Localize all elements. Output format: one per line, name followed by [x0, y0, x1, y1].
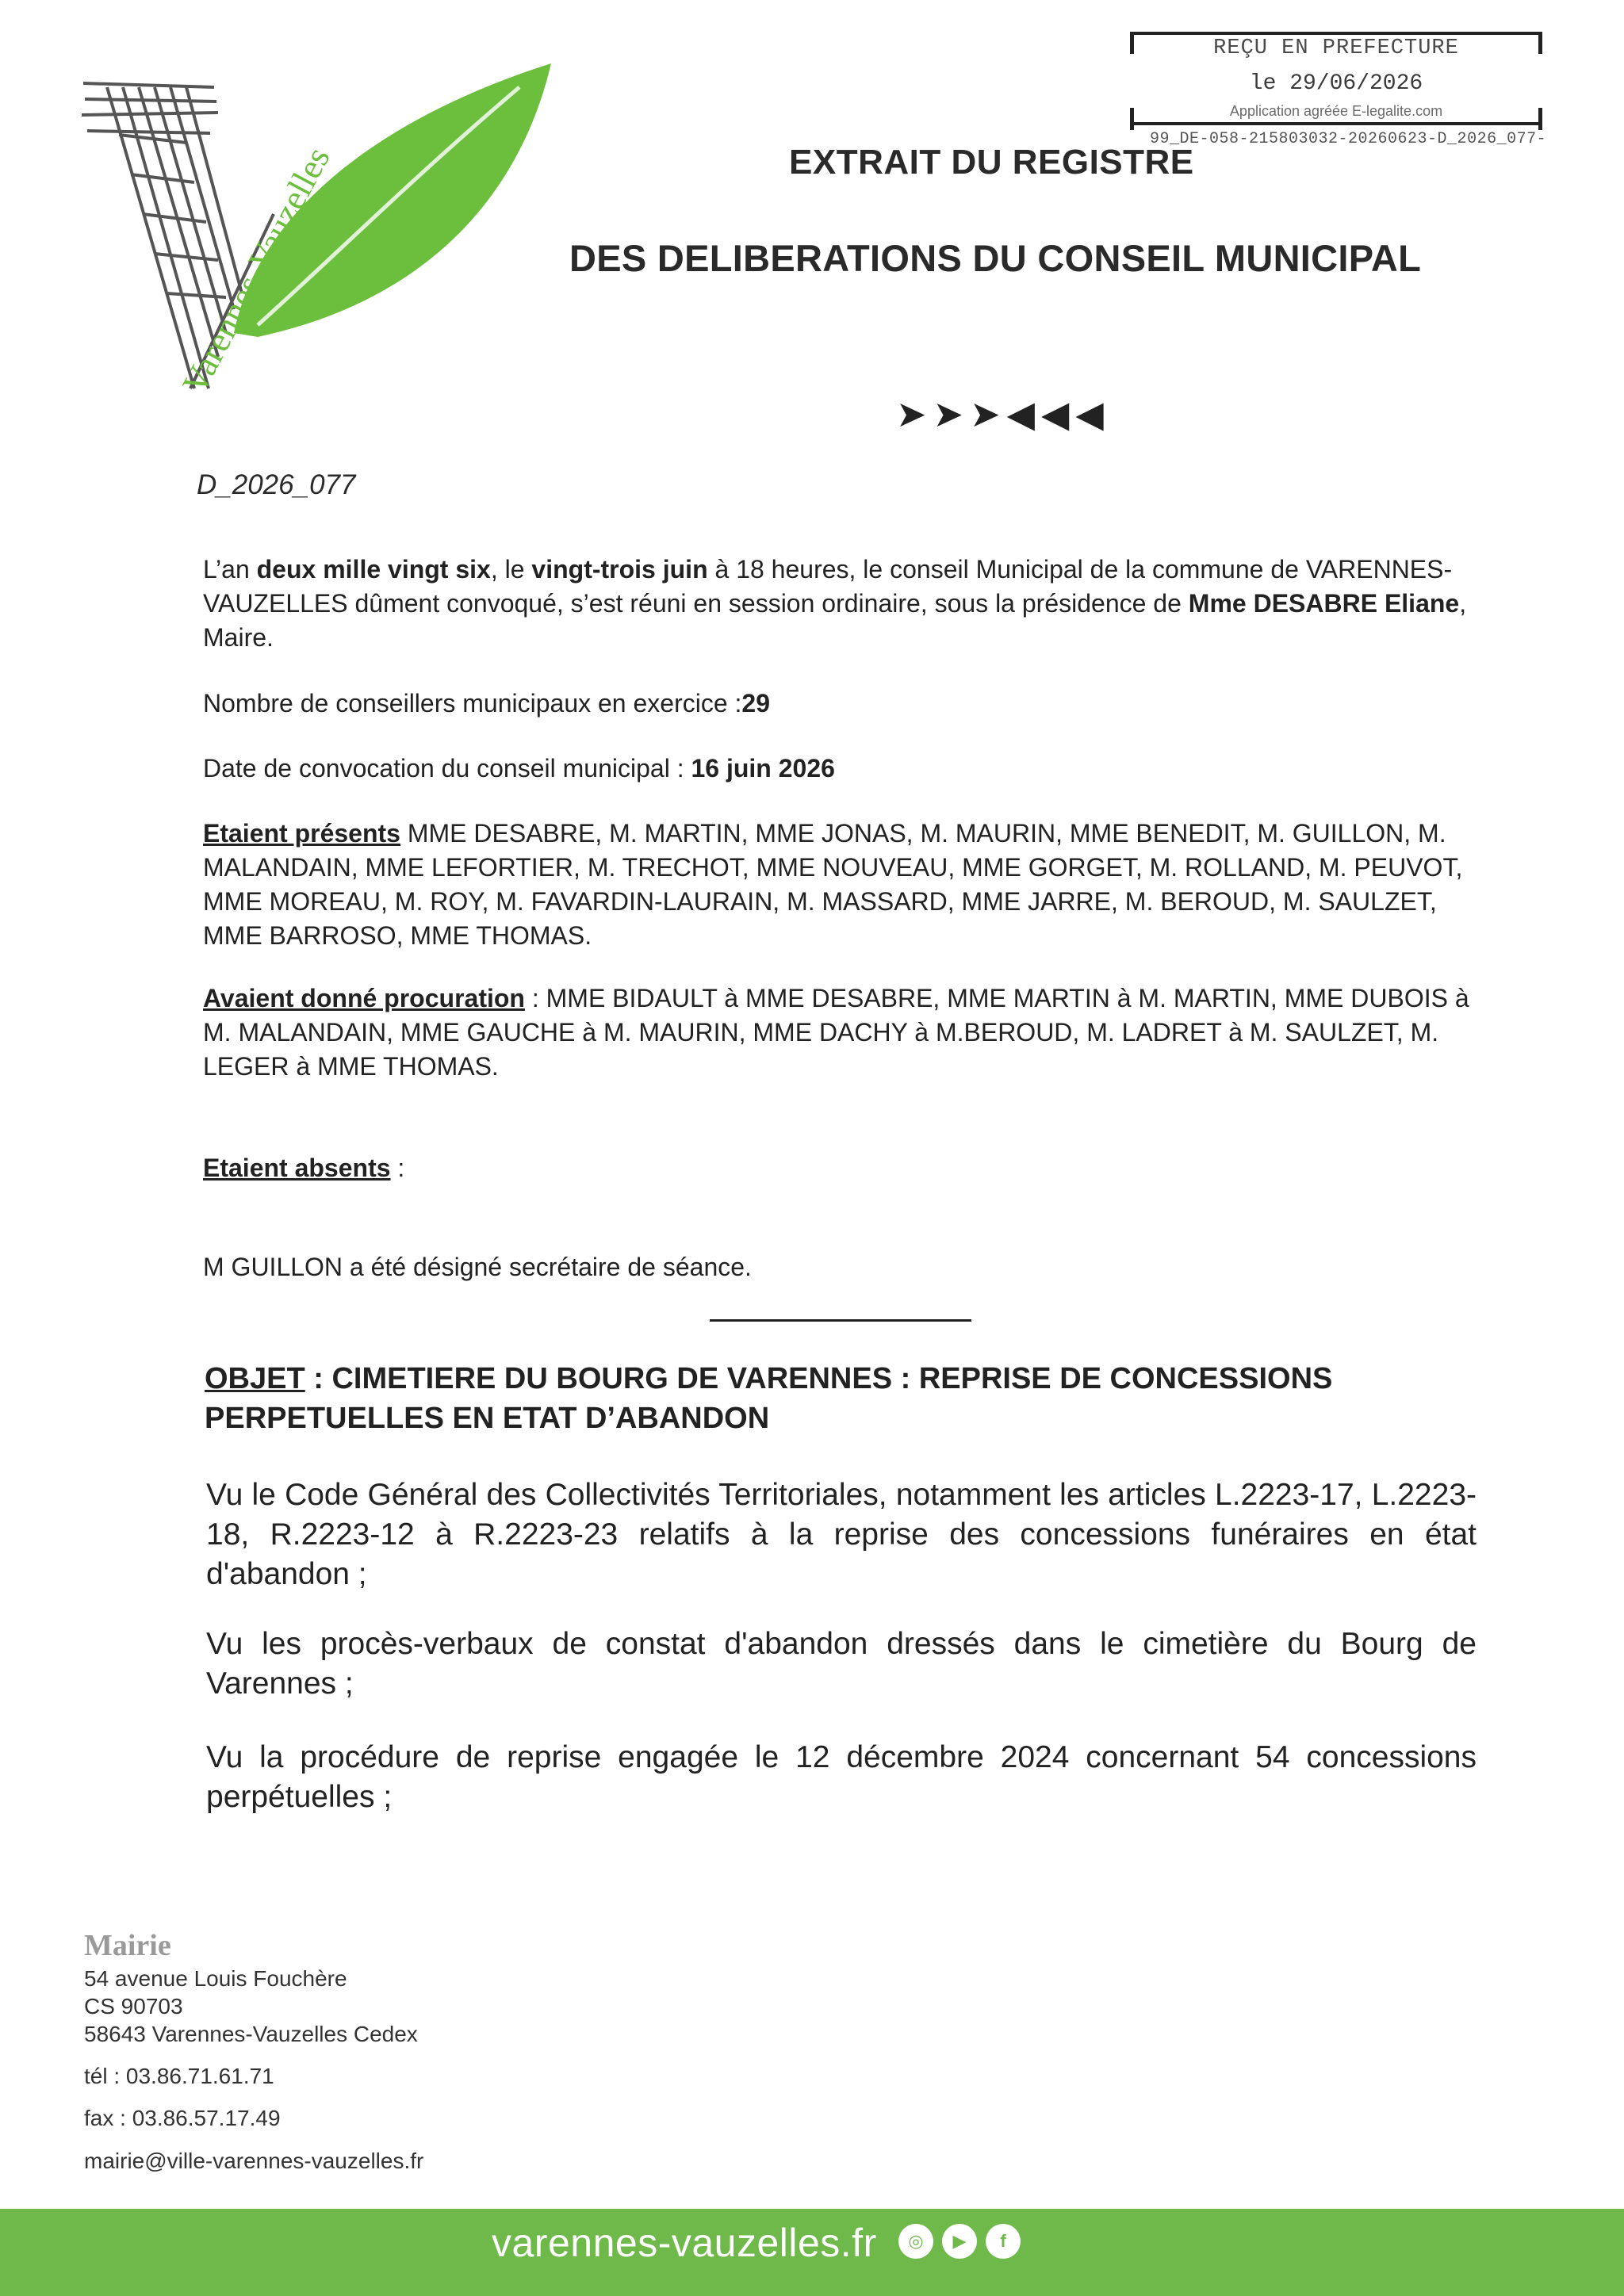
footer-heading: Mairie [84, 1929, 171, 1962]
procurations-paragraph: Avaient donné procuration : MME BIDAULT à MME DESABRE, MME MARTIN à M. MARTIN, MME DUBOIS à M. MALANDAIN, MME GAUCHE à M. MAURIN, MME DACHY à M.BEROUD, M. LADRET à M. SAULZET, M. LEGER à MME THOMAS. [203, 984, 1469, 1081]
secretaire-paragraph: M GUILLON a été désigné secrétaire de séance. [203, 1253, 752, 1281]
considerant-2: Vu les procès-verbaux de constat d'abandon dressés dans le cimetière du Bourg de Varennes ; [206, 1627, 1477, 1701]
presents-paragraph: Etaient présents MME DESABRE, M. MARTIN, MME JONAS, M. MAURIN, MME BENEDIT, M. GUILLON, M. MALANDAIN, MME LEFORTIER, M. TRECHOT, MME NOUVEAU, MME GORGET, M. ROLLAND, M. PEUVOT, MME MOREAU, M. ROY, M. FAVARDIN-LAURAIN, M. MASSARD, MME JARRE, M. BEROUD, M. SAULZET, MME BARROSO, MME THOMAS. [203, 819, 1463, 950]
footer-address-2: CS 90703 [84, 1994, 183, 2019]
stamp-date: le 29/06/2026 [1249, 71, 1423, 96]
document-subtitle: DES DELIBERATIONS DU CONSEIL MUNICIPAL [569, 237, 1422, 279]
document-title: EXTRAIT DU REGISTRE [789, 143, 1194, 182]
objet-heading: OBJET : CIMETIERE DU BOURG DE VARENNES : REPRISE DE CONCESSIONS PERPETUELLES EN ETAT D’ABANDON [205, 1362, 1333, 1435]
considerant-3: Vu la procédure de reprise engagée le 12 décembre 2024 concernant 54 concessions perpétuelles ; [206, 1740, 1477, 1814]
stamp-app: Application agréée E-legalite.com [1229, 103, 1443, 119]
stamp-title: REÇU EN PREFECTURE [1213, 36, 1459, 60]
deliberation-reference: D_2026_077 [197, 469, 356, 500]
considerant-1: Vu le Code Général des Collectivités Territoriales, notamment les articles L.2223-17, L.2223-18, R.2223-12 à R.2223-23 relatifs à la reprise des concessions funéraires en état d'abandon ; [206, 1478, 1477, 1591]
objet-label: OBJET [205, 1362, 305, 1395]
footer-website[interactable]: varennes-vauzelles.fr [492, 2221, 877, 2265]
footer-address-3: 58643 Varennes-Vauzelles Cedex [84, 2022, 418, 2046]
convocation-date: Date de convocation du conseil municipal : 16 juin 2026 [203, 754, 835, 783]
stamp-reference: 99_DE-058-215803032-20260623-D_2026_077- [1150, 130, 1547, 148]
footer-tel: tél : 03.86.71.61.71 [84, 2064, 274, 2088]
logo-text: Varennes-Vauzelles [174, 140, 338, 400]
footer-fax: fax : 03.86.57.17.49 [84, 2106, 281, 2130]
prefecture-stamp [1130, 32, 1542, 127]
conseillers-count: Nombre de conseillers municipaux en exercice :29 [203, 689, 771, 718]
procurations-label: Avaient donné procuration [203, 984, 525, 1012]
presents-label: Etaient présents [203, 819, 400, 848]
title-ornament: ➤➤➤◀◀◀ [896, 393, 1110, 434]
youtube-icon[interactable]: ▶ [942, 2224, 977, 2259]
absents-label: Etaient absents [203, 1154, 391, 1182]
absents-paragraph: Etaient absents : [203, 1154, 405, 1182]
intro-paragraph: L’an deux mille vingt six, le vingt-trois juin à 18 heures, le conseil Municipal de la commune de VARENNES-VAUZELLES dûment convoqué, s’est réuni en session ordinaire, sous la présidence de Mme DESABRE Eliane, Maire. [203, 555, 1467, 652]
instagram-icon[interactable]: ◎ [898, 2224, 933, 2259]
separator-line [710, 1319, 971, 1322]
city-logo [75, 55, 559, 412]
facebook-icon[interactable]: f [986, 2224, 1021, 2259]
footer-address-1: 54 avenue Louis Fouchère [84, 1966, 347, 1991]
footer-email[interactable]: mairie@ville-varennes-vauzelles.fr [84, 2149, 424, 2173]
